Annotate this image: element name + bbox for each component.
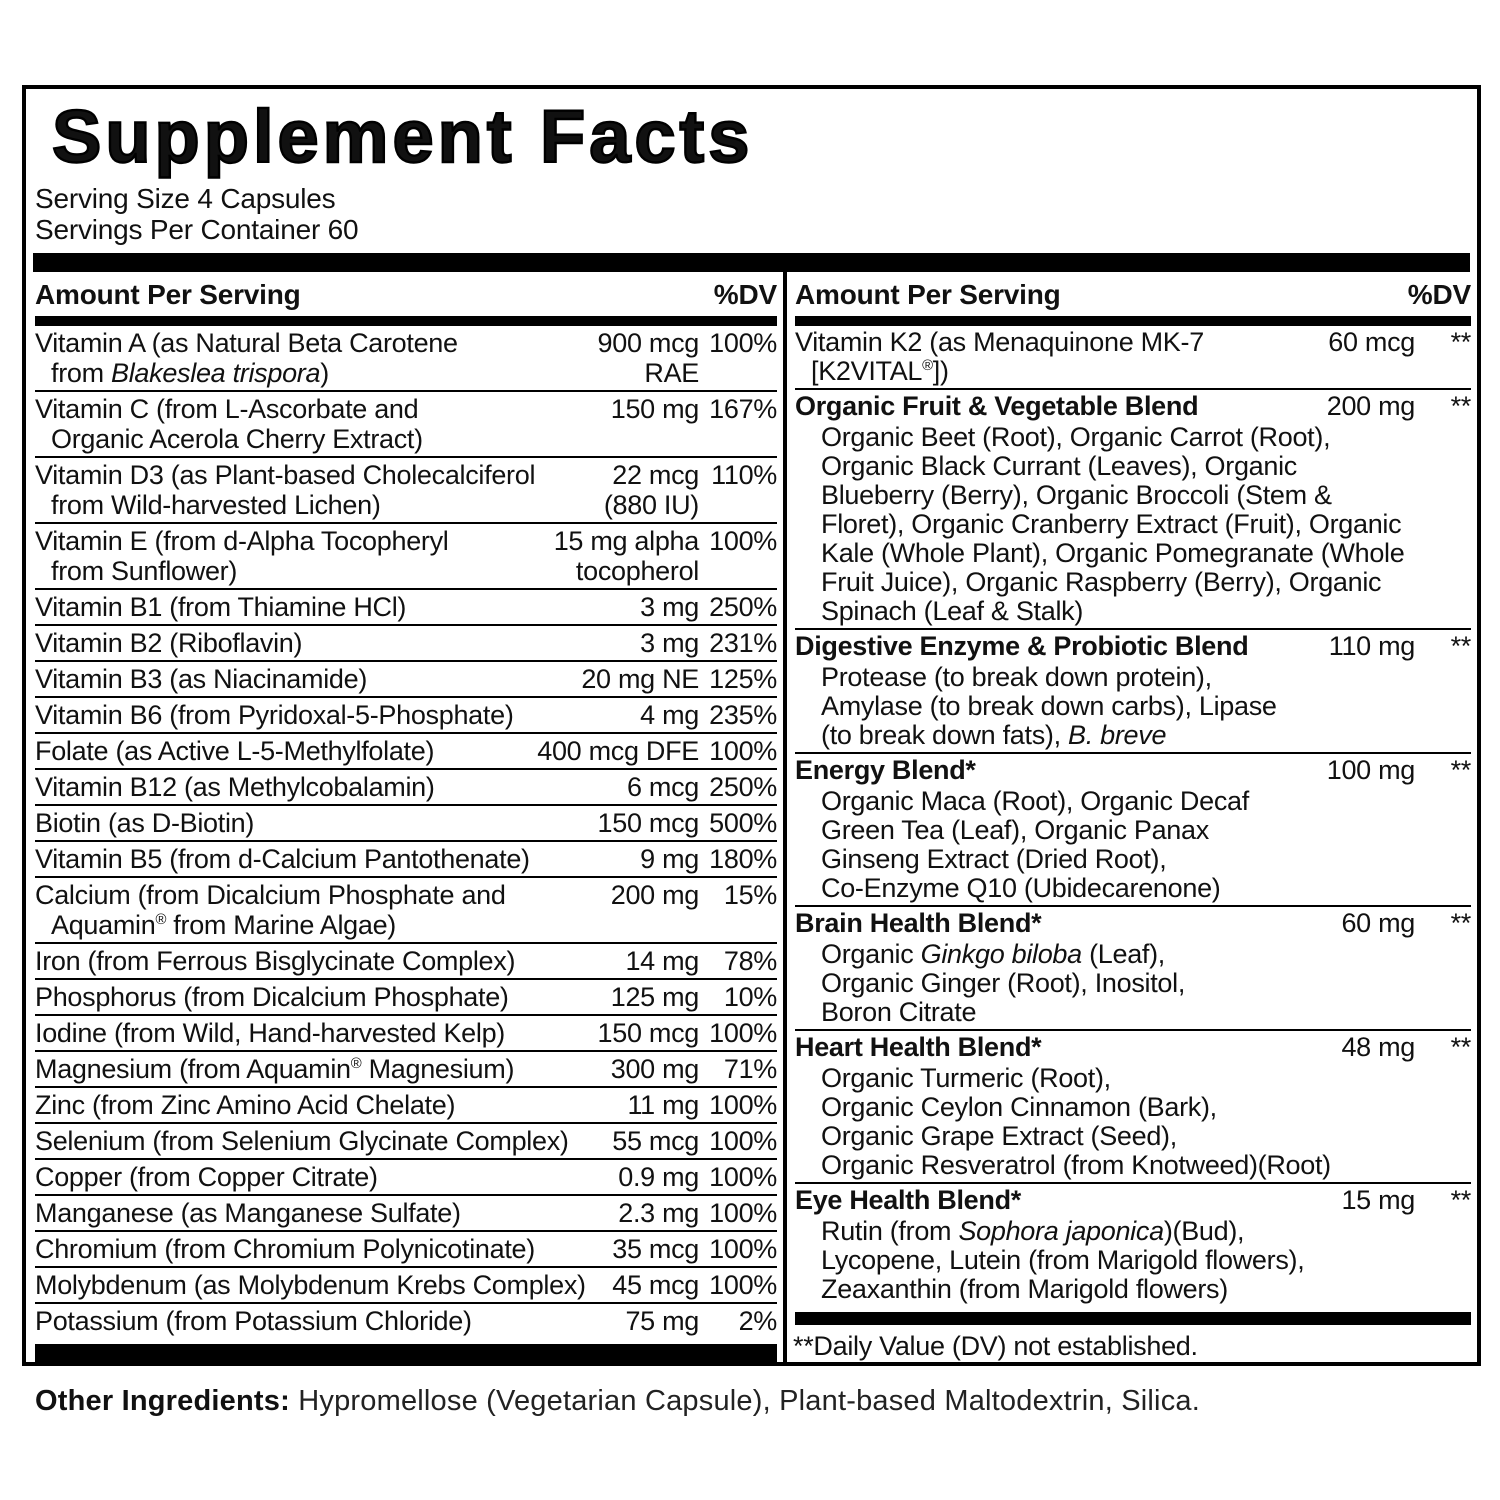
nutrient-row bbox=[795, 754, 1471, 907]
nutrient-dv-value: 100% bbox=[709, 526, 777, 556]
right-column bbox=[787, 272, 1477, 1362]
nutrient-dv-value: 167% bbox=[709, 394, 777, 424]
nutrient-row-main bbox=[35, 734, 777, 768]
nutrient-name: Vitamin B5 (from d-Calcium Pantothenate) bbox=[35, 844, 530, 874]
nutrient-name: Phosphorus (from Dicalcium Phosphate) bbox=[35, 982, 509, 1012]
nutrient-amount: 45 mcg bbox=[612, 1270, 699, 1300]
nutrient-row-main bbox=[35, 770, 777, 804]
right-column-header bbox=[795, 272, 1471, 316]
nutrient-amount: 150 mcg bbox=[597, 808, 699, 838]
nutrient-name: Vitamin C (from L-Ascorbate and Organic Acerola Cherry Extract) bbox=[35, 394, 423, 454]
nutrient-dv-value: 2% bbox=[738, 1306, 777, 1336]
nutrient-amount: 400 mcg DFE bbox=[537, 736, 699, 766]
nutrient-row-main bbox=[795, 630, 1471, 663]
nutrient-name: Iron (from Ferrous Bisglycinate Complex) bbox=[35, 946, 516, 976]
nutrient-row-main bbox=[35, 1088, 777, 1122]
dv-label: %DV bbox=[713, 279, 777, 310]
nutrient-dv-value: 250% bbox=[709, 592, 777, 622]
nutrient-amount: 20 mg NE bbox=[581, 664, 699, 694]
nutrient-dv-value: 100% bbox=[709, 736, 777, 766]
nutrient-row-main bbox=[35, 1232, 777, 1266]
dv-footnote: **Daily Value (DV) not established. bbox=[793, 1331, 1198, 1361]
nutrient-row bbox=[35, 626, 777, 662]
nutrient-row bbox=[795, 326, 1471, 390]
serving-size: Serving Size 4 Capsules bbox=[35, 183, 336, 214]
nutrient-dv-value: ** bbox=[1450, 327, 1471, 357]
nutrient-row bbox=[35, 392, 777, 458]
nutrient-row bbox=[35, 944, 777, 980]
nutrient-row-main bbox=[35, 1052, 777, 1086]
nutrient-row bbox=[35, 458, 777, 524]
supplement-facts-panel bbox=[22, 85, 1481, 1366]
nutrient-dv-value: 78% bbox=[723, 946, 777, 976]
nutrient-row-main bbox=[35, 626, 777, 660]
nutrient-name: Heart Health Blend* bbox=[795, 1032, 1042, 1062]
nutrient-amount: 11 mg bbox=[627, 1090, 699, 1120]
nutrient-name: Folate (as Active L-5-Methylfolate) bbox=[35, 736, 435, 766]
nutrient-dv-value: 110% bbox=[711, 460, 777, 490]
nutrient-amount: 900 mcg RAE bbox=[597, 328, 699, 388]
nutrient-row bbox=[795, 390, 1471, 630]
nutrient-dv-value: 100% bbox=[709, 1234, 777, 1264]
nutrient-dv-value: 250% bbox=[709, 772, 777, 802]
nutrient-row-main bbox=[35, 1160, 777, 1194]
nutrient-row-main bbox=[35, 698, 777, 732]
nutrient-name: Vitamin B3 (as Niacinamide) bbox=[35, 664, 368, 694]
nutrient-dv-value: ** bbox=[1450, 755, 1471, 785]
nutrient-name: Copper (from Copper Citrate) bbox=[35, 1162, 378, 1192]
nutrient-name: Magnesium (from Aquamin® Magnesium) bbox=[35, 1054, 515, 1084]
nutrient-dv-value: 15% bbox=[723, 880, 777, 910]
nutrient-amount: 3 mg bbox=[640, 628, 699, 658]
nutrient-row-main bbox=[35, 878, 777, 942]
nutrient-row-main bbox=[35, 944, 777, 978]
servings-per-container: Servings Per Container 60 bbox=[35, 214, 359, 245]
nutrient-row-main bbox=[35, 842, 777, 876]
nutrient-row bbox=[35, 698, 777, 734]
nutrient-name: Iodine (from Wild, Hand-harvested Kelp) bbox=[35, 1018, 506, 1048]
right-nutrient-rows bbox=[795, 326, 1471, 1306]
nutrient-name: Organic Fruit & Vegetable Blend bbox=[795, 391, 1199, 421]
nutrient-amount: 15 mg alpha tocopherol bbox=[553, 526, 699, 586]
nutrient-amount: 55 mcg bbox=[612, 1126, 699, 1156]
nutrient-amount: 60 mg bbox=[1341, 908, 1415, 938]
nutrient-name: Vitamin B2 (Riboflavin) bbox=[35, 628, 303, 658]
nutrient-row-main bbox=[795, 1031, 1471, 1064]
nutrient-row-main bbox=[35, 1304, 777, 1338]
nutrient-name: Eye Health Blend* bbox=[795, 1185, 1021, 1215]
nutrient-row-main bbox=[35, 1196, 777, 1230]
nutrient-name: Zinc (from Zinc Amino Acid Chelate) bbox=[35, 1090, 456, 1120]
nutrient-name: Potassium (from Potassium Chloride) bbox=[35, 1306, 472, 1336]
nutrient-row bbox=[795, 630, 1471, 754]
nutrient-row bbox=[35, 1160, 777, 1196]
nutrient-amount: 14 mg bbox=[625, 946, 699, 976]
nutrient-row-main bbox=[35, 662, 777, 696]
nutrient-name: Chromium (from Chromium Polynicotinate) bbox=[35, 1234, 535, 1264]
nutrient-row-main bbox=[795, 1184, 1471, 1217]
nutrient-row-main bbox=[35, 1124, 777, 1158]
nutrient-name: Selenium (from Selenium Glycinate Complex) bbox=[35, 1126, 569, 1156]
nutrient-amount: 150 mcg bbox=[597, 1018, 699, 1048]
blend-ingredients: Organic Maca (Root), Organic Decaf Green Tea (Leaf), Organic Panax Ginseng Extract (Dried Root), Co-Enzyme Q10 (Ubidecarenone) bbox=[821, 786, 1249, 903]
nutrient-row-main bbox=[35, 524, 777, 588]
nutrient-amount: 6 mcg bbox=[626, 772, 699, 802]
nutrient-row bbox=[35, 878, 777, 944]
nutrient-row bbox=[35, 524, 777, 590]
nutrient-dv-value: 71% bbox=[723, 1054, 777, 1084]
nutrient-row-main bbox=[795, 390, 1471, 423]
nutrient-row bbox=[35, 770, 777, 806]
blend-ingredients: Protease (to break down protein), Amylase (to break down carbs), Lipase (to break down fats), B. breve bbox=[821, 662, 1277, 750]
nutrient-dv-value: 100% bbox=[709, 1198, 777, 1228]
nutrient-row-main bbox=[35, 980, 777, 1014]
nutrient-amount: 100 mg bbox=[1326, 755, 1415, 785]
nutrient-row-main bbox=[35, 392, 777, 456]
nutrient-row-main bbox=[35, 458, 777, 522]
nutrient-row-main bbox=[35, 806, 777, 840]
nutrient-dv-value: 100% bbox=[709, 1126, 777, 1156]
left-column bbox=[26, 272, 783, 1362]
nutrient-row bbox=[795, 1184, 1471, 1306]
left-column-header bbox=[35, 272, 777, 316]
nutrient-name: Vitamin B6 (from Pyridoxal-5-Phosphate) bbox=[35, 700, 514, 730]
nutrient-amount: 22 mcg (880 IU) bbox=[603, 460, 699, 520]
nutrient-amount: 2.3 mg bbox=[618, 1198, 699, 1228]
nutrient-name: Molybdenum (as Molybdenum Krebs Complex) bbox=[35, 1270, 586, 1300]
dv-label: %DV bbox=[1407, 279, 1471, 310]
nutrient-dv-value: ** bbox=[1450, 391, 1471, 421]
nutrient-amount: 125 mg bbox=[610, 982, 699, 1012]
nutrient-row bbox=[35, 1304, 777, 1338]
nutrient-dv-value: ** bbox=[1450, 1032, 1471, 1062]
nutrient-row-main bbox=[795, 326, 1471, 388]
nutrient-amount: 110 mg bbox=[1328, 631, 1415, 661]
nutrient-name: Vitamin A (as Natural Beta Carotene from Blakeslea trispora) bbox=[35, 328, 458, 388]
nutrient-row bbox=[35, 842, 777, 878]
other-ingredients-text: Hypromellose (Vegetarian Capsule), Plant-based Maltodextrin, Silica. bbox=[289, 1385, 1200, 1417]
nutrient-row bbox=[35, 980, 777, 1016]
page-title: Supplement Facts bbox=[52, 95, 754, 178]
nutrient-amount: 4 mg bbox=[640, 700, 699, 730]
nutrient-row bbox=[35, 806, 777, 842]
nutrient-row bbox=[35, 734, 777, 770]
left-nutrient-rows bbox=[35, 326, 777, 1338]
nutrient-dv-value: 231% bbox=[709, 628, 777, 658]
nutrient-row bbox=[795, 1031, 1471, 1184]
nutrient-name: Vitamin K2 (as Menaquinone MK-7 [K2VITAL®]) bbox=[795, 327, 1204, 386]
nutrient-amount: 3 mg bbox=[640, 592, 699, 622]
nutrient-amount: 75 mg bbox=[625, 1306, 699, 1336]
nutrient-amount: 9 mg bbox=[640, 844, 699, 874]
other-ingredients-label: Other Ingredients: bbox=[35, 1385, 290, 1417]
nutrient-name: Vitamin E (from d-Alpha Tocopheryl from Sunflower) bbox=[35, 526, 449, 586]
nutrient-name: Vitamin B1 (from Thiamine HCl) bbox=[35, 592, 407, 622]
nutrient-name: Vitamin B12 (as Methylcobalamin) bbox=[35, 772, 435, 802]
nutrient-dv-value: 235% bbox=[709, 700, 777, 730]
nutrient-dv-value: ** bbox=[1450, 1185, 1471, 1215]
nutrient-dv-value: 100% bbox=[709, 1090, 777, 1120]
nutrient-amount: 150 mg bbox=[610, 394, 699, 424]
nutrient-row bbox=[35, 326, 777, 392]
nutrient-row bbox=[35, 590, 777, 626]
nutrient-name: Energy Blend* bbox=[795, 755, 976, 785]
nutrient-name: Biotin (as D-Biotin) bbox=[35, 808, 255, 838]
nutrient-name: Vitamin D3 (as Plant-based Cholecalciferol from Wild-harvested Lichen) bbox=[35, 460, 536, 520]
blend-ingredients: Organic Turmeric (Root), Organic Ceylon Cinnamon (Bark), Organic Grape Extract (Seed), Organic Resveratrol (from Knotweed)(Root) bbox=[821, 1063, 1331, 1180]
nutrient-amount: 60 mcg bbox=[1328, 327, 1415, 357]
blend-ingredients: Organic Ginkgo biloba (Leaf), Organic Ginger (Root), Inositol, Boron Citrate bbox=[821, 939, 1186, 1027]
nutrient-dv-value: 100% bbox=[709, 1270, 777, 1300]
nutrient-name: Calcium (from Dicalcium Phosphate and Aquamin® from Marine Algae) bbox=[35, 880, 506, 940]
nutrient-amount: 15 mg bbox=[1341, 1185, 1415, 1215]
top-thick-bar bbox=[33, 253, 1470, 272]
nutrient-amount: 0.9 mg bbox=[618, 1162, 699, 1192]
nutrient-row bbox=[35, 1232, 777, 1268]
nutrient-amount: 35 mcg bbox=[612, 1234, 699, 1264]
other-ingredients bbox=[35, 1384, 1455, 1418]
amount-per-serving-label: Amount Per Serving bbox=[795, 279, 1061, 310]
nutrient-dv-value: 100% bbox=[709, 1018, 777, 1048]
nutrient-row-main bbox=[795, 907, 1471, 940]
dv-footnote-bar bbox=[795, 1312, 1471, 1325]
nutrient-row-main bbox=[35, 326, 777, 390]
nutrient-row-main bbox=[795, 754, 1471, 787]
nutrient-amount: 48 mg bbox=[1341, 1032, 1415, 1062]
nutrient-dv-value: 125% bbox=[709, 664, 777, 694]
nutrient-dv-value: 100% bbox=[709, 328, 777, 358]
nutrient-row bbox=[35, 1268, 777, 1304]
nutrient-dv-value: 180% bbox=[709, 844, 777, 874]
right-header-bar bbox=[795, 316, 1471, 326]
nutrient-row-main bbox=[35, 1268, 777, 1302]
nutrient-row bbox=[35, 1196, 777, 1232]
nutrient-name: Manganese (as Manganese Sulfate) bbox=[35, 1198, 461, 1228]
nutrient-amount: 200 mg bbox=[1326, 391, 1415, 421]
nutrient-row bbox=[35, 1016, 777, 1052]
nutrient-row bbox=[35, 1088, 777, 1124]
nutrient-amount: 200 mg bbox=[610, 880, 699, 910]
nutrient-dv-value: 500% bbox=[709, 808, 777, 838]
nutrient-row bbox=[795, 907, 1471, 1031]
nutrient-row-main bbox=[35, 1016, 777, 1050]
nutrient-dv-value: 100% bbox=[709, 1162, 777, 1192]
nutrient-row bbox=[35, 662, 777, 698]
nutrient-amount: 300 mg bbox=[610, 1054, 699, 1084]
nutrient-row bbox=[35, 1052, 777, 1088]
nutrient-dv-value: ** bbox=[1450, 908, 1471, 938]
amount-per-serving-label: Amount Per Serving bbox=[35, 279, 301, 310]
blend-ingredients: Rutin (from Sophora japonica)(Bud), Lycopene, Lutein (from Marigold flowers), Zeaxanthin (from Marigold flowers) bbox=[821, 1216, 1305, 1304]
nutrient-dv-value: 10% bbox=[723, 982, 777, 1012]
blend-ingredients: Organic Beet (Root), Organic Carrot (Root), Organic Black Currant (Leaves), Organic Blueberry (Berry), Organic Broccoli (Stem & Floret), Organic Cranberry Extract (Fruit), Organic Kale (Whole Plant), Organic Pomegranate (Whole Fruit Juice), Organic Raspberry (Berry), Organic Spinach (Leaf & Stalk) bbox=[821, 422, 1405, 626]
nutrient-name: Digestive Enzyme & Probiotic Blend bbox=[795, 631, 1249, 661]
nutrient-row-main bbox=[35, 590, 777, 624]
nutrient-dv-value: ** bbox=[1450, 631, 1471, 661]
left-bottom-bar bbox=[35, 1344, 777, 1362]
nutrient-name: Brain Health Blend* bbox=[795, 908, 1042, 938]
columns bbox=[26, 272, 1477, 1362]
left-header-bar bbox=[35, 316, 777, 326]
nutrient-row bbox=[35, 1124, 777, 1160]
